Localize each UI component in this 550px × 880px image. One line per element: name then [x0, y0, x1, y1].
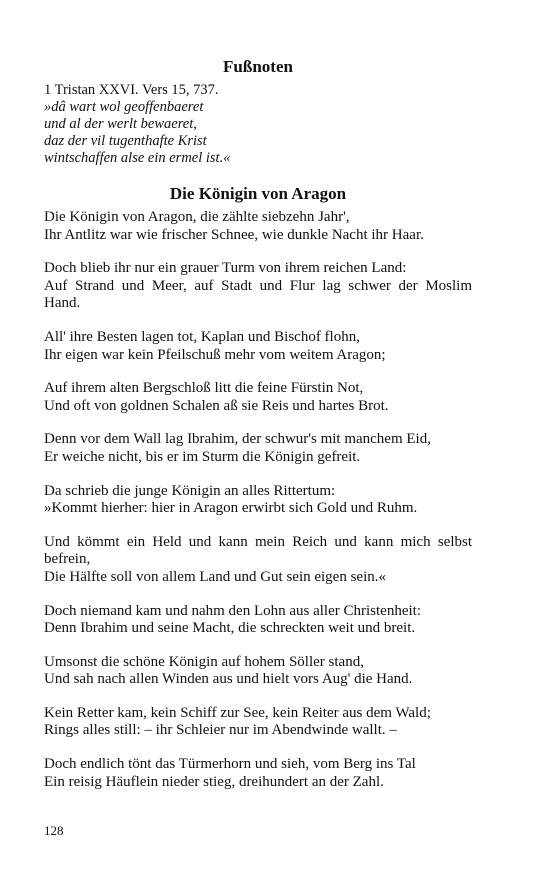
footnote-quote-line: und al der werlt bewaeret,: [44, 116, 197, 132]
stanza: [44, 654, 472, 689]
verse-line: Ein reisig Häuflein nieder stieg, dreihundert an der Zahl.: [44, 773, 384, 790]
verse-line: Ihr Antlitz war wie frischer Schnee, wie dunkle Nacht ihr Haar.: [44, 226, 424, 243]
stanza: [44, 260, 472, 313]
verse-line: All' ihre Besten lagen tot, Kaplan und Bischof flohn,: [44, 328, 360, 345]
verse-line: Doch niemand kam und nahm den Lohn aus aller Christenheit:: [44, 602, 421, 619]
stanza: [44, 705, 472, 740]
verse-line: Doch endlich tönt das Türmerhorn und sieh, vom Berg ins Tal: [44, 756, 416, 773]
verse-line: Da schrieb die junge Königin an alles Rittertum:: [44, 482, 336, 499]
verse-line: Auf ihrem alten Bergschloß litt die feine Fürstin Not,: [44, 380, 364, 397]
verse-line: Und sah nach allen Winden aus und hielt vors Aug' die Hand.: [44, 671, 413, 688]
verse-line: befrein,: [44, 551, 91, 568]
verse-line: Er weiche nicht, bis er im Sturm die Königin gefreit.: [44, 448, 361, 465]
verse-line: Die Hälfte soll von allem Land und Gut sein eigen sein.«: [44, 568, 387, 585]
footnotes-heading: Fußnoten: [223, 57, 293, 76]
verse-line: Doch blieb ihr nur ein grauer Turm von ihrem reichen Land:: [44, 260, 407, 277]
stanza: [44, 756, 472, 791]
verse-line: Denn Ibrahim und seine Macht, die schreckten weit und breit.: [44, 620, 416, 637]
verse-line: Hand.: [44, 295, 81, 312]
page-number: 128: [44, 823, 64, 838]
stanza: [44, 329, 472, 364]
page-content: [44, 56, 472, 807]
stanza: [44, 534, 472, 587]
footnote-quote-line: daz der vil tugenthafte Krist: [44, 133, 207, 149]
verse-line: Auf Strand und Meer, auf Stadt und Flur lag schwer der Moslim: [44, 277, 472, 294]
verse-line: Und oft von goldnen Schalen aß sie Reis und hartes Brot.: [44, 397, 389, 414]
verse-line: Denn vor dem Wall lag Ibrahim, der schwur's mit manchem Eid,: [44, 431, 431, 448]
stanza: [44, 431, 472, 466]
verse-line: Die Königin von Aragon, die zählte siebzehn Jahr',: [44, 209, 350, 225]
verse-line: Umsonst die schöne Königin auf hohem Söller stand,: [44, 653, 364, 670]
stanza: [44, 603, 472, 638]
stanza: [44, 380, 472, 415]
footnote-quote-line: wintschaffen alse ein ermel ist.«: [44, 150, 231, 166]
footnote-reference: 1 Tristan XXVI. Vers 15, 737.: [44, 82, 219, 98]
verse-line: Kein Retter kam, kein Schiff zur See, kein Reiter aus dem Wald;: [44, 704, 431, 721]
poem-title: Die Königin von Aragon: [169, 184, 347, 203]
footnote-quote-line: »dâ wart wol geoffenbaeret: [44, 99, 204, 115]
verse-line: Rings alles still: – ihr Schleier nur im Abendwinde wallt. –: [44, 722, 397, 739]
stanza: [44, 483, 472, 518]
verse-line: Ihr eigen war kein Pfeilschuß mehr vom weitem Aragon;: [44, 346, 386, 363]
stanza: [44, 209, 472, 244]
verse-line: »Kommt hierher: hier in Aragon erwirbt sich Gold und Ruhm.: [44, 500, 418, 517]
verse-line: Und kömmt ein Held und kann mein Reich und kann mich selbst: [44, 533, 472, 550]
